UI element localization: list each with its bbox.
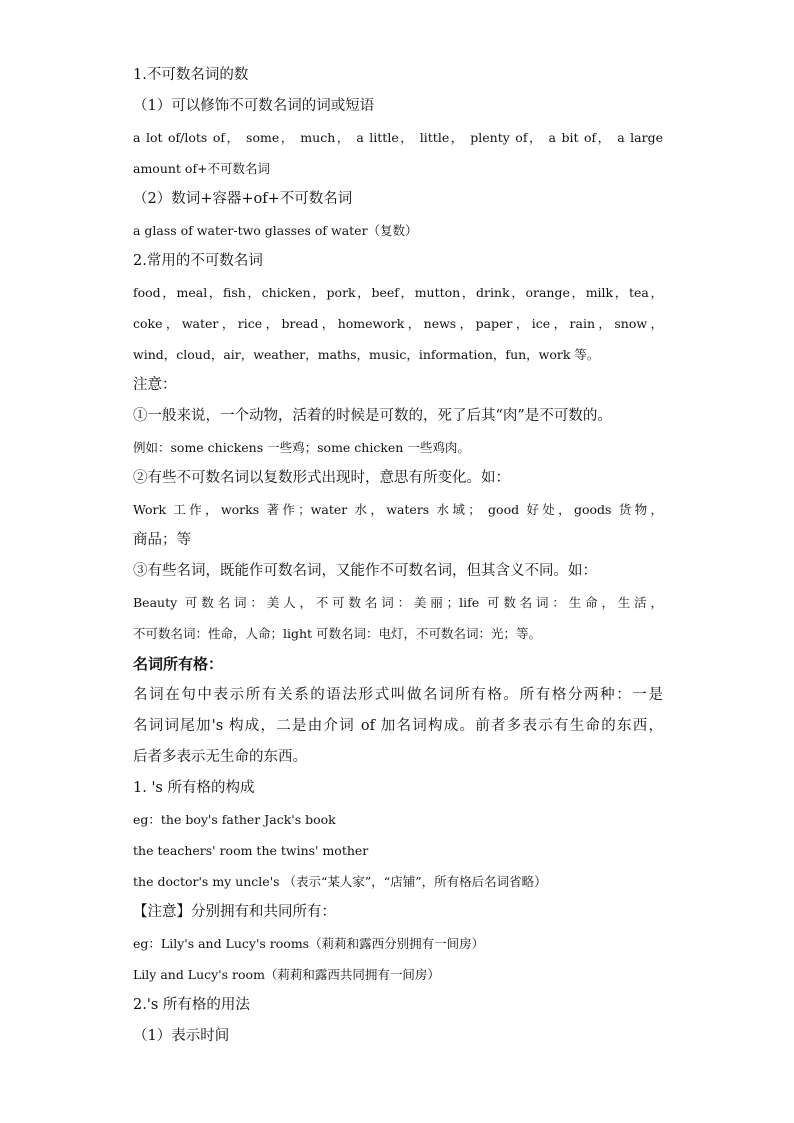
subheading-time: （1）表示时间 — [133, 1028, 230, 1044]
example-line: the doctor's my uncle's （表示“某人家”，“店铺”，所有格后名词省略） — [133, 874, 547, 889]
document-page — [133, 60, 663, 1052]
modifier-list-line: a lot of/lots of， some， much， a little， little， plenty of， a bit of， a large — [133, 130, 663, 145]
heading-uncountable-number: 1.不可数名词的数 — [133, 67, 249, 83]
heading-possessive: 名词所有格： — [133, 655, 224, 673]
note-item-2: ②有些不可数名词以复数形式出现时，意思有所变化。如： — [133, 470, 510, 486]
word-list-line: wind，cloud，air，weather，maths，music，information，fun，work 等。 — [133, 347, 600, 362]
paragraph-line: 名词在句中表示所有关系的语法形式叫做名词所有格。所有格分两种：一是 — [133, 687, 663, 703]
note-item-1: ①一般来说，一个动物，活着的时候是可数的，死了后其“肉”是不可数的。 — [133, 408, 612, 424]
note-label: 注意： — [133, 377, 177, 393]
note-example: 不可数名词：性命，人命；light 可数名词：电灯，不可数名词：光；等。 — [133, 626, 542, 641]
subheading-possessive-form: 1. 's 所有格的构成 — [133, 780, 255, 796]
note-example: 商品；等 — [133, 532, 191, 548]
word-list-line: food，meal，fish，chicken，pork，beef，mutton，drink，orange，milk，tea， — [133, 285, 663, 300]
note-example: Work 工作，works 著作；water 水，waters 水域； good 好处，goods 货物， — [133, 502, 663, 517]
paragraph-line: 名词词尾加's 构成，二是由介词 of 加名词构成。前者多表示有生命的东西， — [133, 718, 663, 734]
example-line: eg：Lily's and Lucy's rooms（莉莉和露西分别拥有一间房） — [133, 936, 485, 951]
note-example: Beauty 可数名词：美人，不可数名词：美丽；life 可数名词：生命，生活， — [133, 595, 663, 610]
subheading-numeral-container: （2）数词+容器+of+不可数名词 — [133, 191, 353, 207]
example-line: a glass of water-two glasses of water（复数） — [133, 223, 418, 238]
modifier-list-line: amount of+不可数名词 — [133, 161, 271, 176]
paragraph-line: 后者多表示无生命的东西。 — [133, 749, 307, 765]
subheading-modifiers: （1）可以修饰不可数名词的词或短语 — [133, 98, 375, 114]
note-item-3: ③有些名词，既能作可数名词，又能作不可数名词，但其含义不同。如： — [133, 563, 597, 579]
example-line: the teachers' room the twins' mother — [133, 843, 369, 858]
note-separate-joint: 【注意】分别拥有和共同所有： — [133, 904, 336, 920]
note-example: 例如：some chickens 一些鸡；some chicken 一些鸡肉。 — [133, 440, 470, 455]
example-line: Lily and Lucy's room（莉莉和露西共同拥有一间房） — [133, 967, 440, 982]
word-list-line: coke，water，rice，bread，homework，news，paper，ice，rain，snow， — [133, 316, 663, 331]
heading-common-uncountable: 2.常用的不可数名词 — [133, 253, 263, 269]
subheading-possessive-usage: 2.'s 所有格的用法 — [133, 997, 250, 1013]
example-line: eg：the boy's father Jack's book — [133, 812, 336, 827]
